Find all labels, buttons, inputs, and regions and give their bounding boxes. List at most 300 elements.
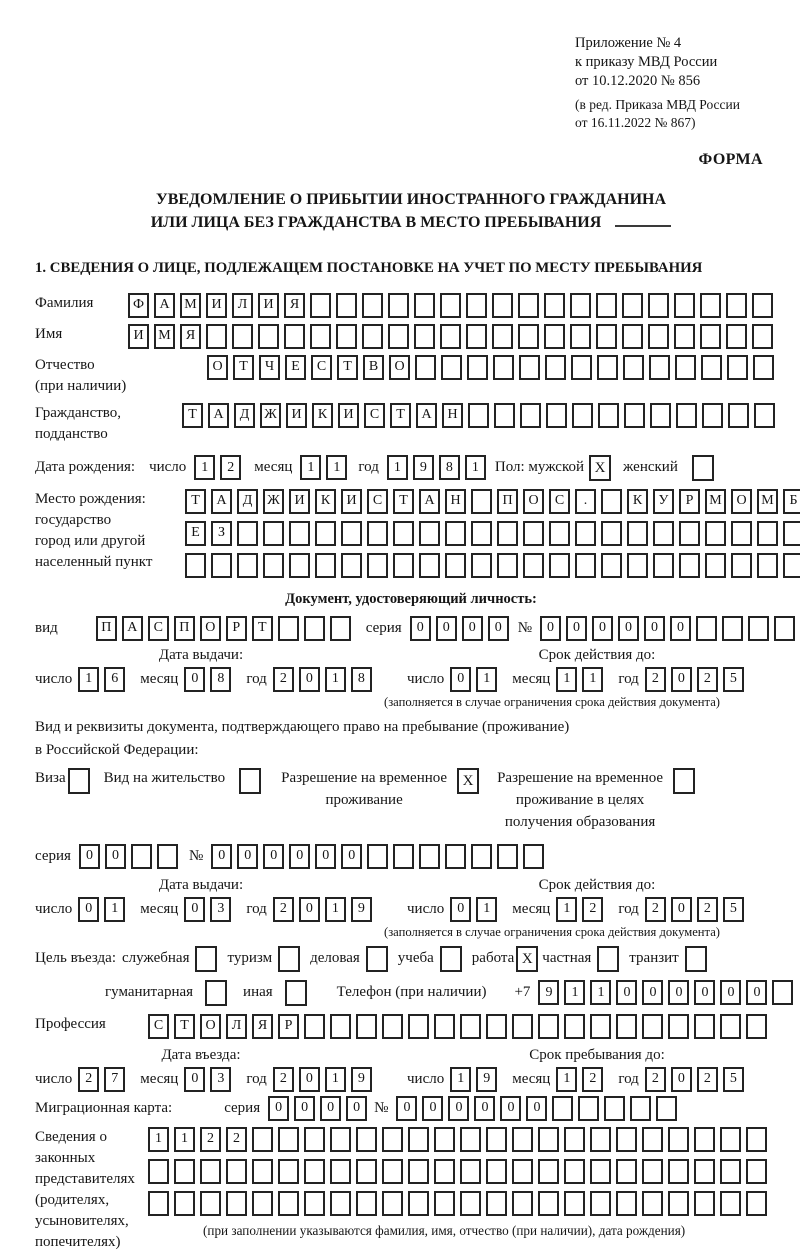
form-cell: А xyxy=(416,403,437,428)
form-cell xyxy=(642,1159,663,1184)
identity-series-cells xyxy=(410,616,514,641)
forma-label: ФОРМА xyxy=(698,151,763,169)
residence-dates-block xyxy=(35,877,787,940)
patronymic-label xyxy=(35,355,207,397)
form-cell xyxy=(616,1159,637,1184)
form-cell: Д xyxy=(237,489,258,514)
birth-day-cells xyxy=(194,455,246,480)
patronymic-label-line1: Отчество xyxy=(35,356,95,373)
visit-purpose-row xyxy=(35,946,787,972)
birth-date-row xyxy=(35,455,787,481)
form-cell xyxy=(564,1014,585,1039)
form-cell xyxy=(642,1191,663,1216)
form-cell xyxy=(494,403,515,428)
form-cell xyxy=(731,521,752,546)
form-cell: Л xyxy=(232,293,253,318)
form-cell: 7 xyxy=(104,1067,125,1092)
passport-expiry-year-cells xyxy=(645,667,749,692)
form-cell xyxy=(746,1127,767,1152)
form-cell: 0 xyxy=(410,616,431,641)
form-cell: 0 xyxy=(671,897,692,922)
form-cell: И xyxy=(258,293,279,318)
form-cell xyxy=(622,324,643,349)
visa-checkbox xyxy=(68,768,90,794)
form-cell: 1 xyxy=(450,1067,471,1092)
form-cell xyxy=(512,1159,533,1184)
form-cell: 2 xyxy=(273,1067,294,1092)
form-cell: К xyxy=(315,489,336,514)
form-cell xyxy=(304,1014,325,1039)
residence-expiry-note: (заполняется в случае ограничения срока действия документа) xyxy=(384,924,720,939)
form-cell xyxy=(705,553,726,578)
form-cell xyxy=(492,293,513,318)
form-cell xyxy=(382,1159,403,1184)
form-cell xyxy=(564,1159,585,1184)
form-cell xyxy=(604,1096,625,1121)
form-cell: Т xyxy=(233,355,254,380)
day-label: число xyxy=(35,900,73,917)
birth-place-row3-cells xyxy=(185,553,800,578)
form-cell: М xyxy=(180,293,201,318)
form-cell xyxy=(653,553,674,578)
phone-cells xyxy=(538,980,798,1005)
form-cell: А xyxy=(154,293,175,318)
form-cell: 2 xyxy=(200,1127,221,1152)
citizenship-row xyxy=(35,403,787,445)
form-cell: М xyxy=(757,489,778,514)
form-cell: О xyxy=(389,355,410,380)
month-label: месяц xyxy=(512,900,551,917)
form-cell xyxy=(226,1159,247,1184)
passport-issue-year-cells xyxy=(273,667,377,692)
form-cell xyxy=(330,616,351,641)
form-cell xyxy=(393,521,414,546)
purpose-transit-checkbox xyxy=(685,946,707,972)
form-cell: 0 xyxy=(315,844,336,869)
form-cell xyxy=(597,355,618,380)
form-cell: 2 xyxy=(273,897,294,922)
form-cell: Я xyxy=(284,293,305,318)
form-cell: 8 xyxy=(210,667,231,692)
representatives-label-line2: законных xyxy=(35,1149,96,1166)
form-cell: И xyxy=(341,489,362,514)
form-cell xyxy=(445,844,466,869)
form-cell xyxy=(278,1127,299,1152)
entry-month-cells xyxy=(184,1067,236,1092)
form-cell xyxy=(728,403,749,428)
form-cell xyxy=(701,355,722,380)
form-cell: 1 xyxy=(387,455,408,480)
form-cell: Т xyxy=(393,489,414,514)
migration-series-cells xyxy=(268,1096,372,1121)
form-cell: 1 xyxy=(174,1127,195,1152)
profession-cells xyxy=(148,1014,772,1039)
form-cell xyxy=(471,489,492,514)
form-cell xyxy=(694,1159,715,1184)
passport-expiry-month-cells xyxy=(556,667,608,692)
form-cell: 3 xyxy=(210,897,231,922)
form-cell: 1 xyxy=(326,455,347,480)
form-cell xyxy=(544,324,565,349)
form-cell: О xyxy=(207,355,228,380)
form-cell xyxy=(731,553,752,578)
form-cell xyxy=(486,1127,507,1152)
form-cell xyxy=(783,521,800,546)
form-cell xyxy=(570,293,591,318)
passport-expiry-day-cells xyxy=(450,667,502,692)
form-cell xyxy=(538,1159,559,1184)
form-cell xyxy=(727,355,748,380)
representatives-label-line6: попечителях) xyxy=(35,1233,121,1250)
residence-permit-checkbox xyxy=(239,768,261,794)
form-cell: 2 xyxy=(220,455,241,480)
birth-place-label-line4: населенный пункт xyxy=(35,553,153,570)
form-cell: 5 xyxy=(723,897,744,922)
section1-title: 1. СВЕДЕНИЯ О ЛИЦЕ, ПОДЛЕЖАЩЕМ ПОСТАНОВКЕ НА УЧЕТ ПО МЕСТУ ПРЕБЫВАНИЯ xyxy=(35,259,703,276)
residence-expiry-fields xyxy=(407,897,787,922)
migration-number-cells xyxy=(396,1096,682,1121)
form-cell: 1 xyxy=(325,1067,346,1092)
form-cell: . xyxy=(575,489,596,514)
entry-date-fields xyxy=(35,1067,407,1092)
form-cell xyxy=(720,1127,741,1152)
form-cell: 9 xyxy=(538,980,559,1005)
citizenship-label-line2: подданство xyxy=(35,425,108,442)
form-cell xyxy=(702,403,723,428)
form-cell: 0 xyxy=(644,616,665,641)
form-cell xyxy=(367,844,388,869)
form-cell xyxy=(497,553,518,578)
form-cell: 0 xyxy=(526,1096,547,1121)
identity-number-cells xyxy=(540,616,800,641)
residence-issue-year-cells xyxy=(273,897,377,922)
form-cell xyxy=(304,1159,325,1184)
form-cell xyxy=(252,1191,273,1216)
passport-issue-fields xyxy=(35,667,407,692)
form-cell xyxy=(408,1159,429,1184)
form-cell xyxy=(174,1159,195,1184)
form-cell xyxy=(382,1014,403,1039)
sex-female-label: женский xyxy=(623,459,678,476)
purpose-work-checkbox: X xyxy=(516,946,538,972)
form-cell xyxy=(642,1127,663,1152)
form-cell xyxy=(185,553,206,578)
form-cell xyxy=(382,1127,403,1152)
form-cell xyxy=(754,403,775,428)
form-cell xyxy=(720,1014,741,1039)
residence-number-cells xyxy=(211,844,549,869)
form-cell xyxy=(330,1127,351,1152)
form-cell xyxy=(434,1127,455,1152)
form-cell xyxy=(148,1191,169,1216)
female-checkbox xyxy=(692,455,714,481)
form-cell xyxy=(720,1159,741,1184)
form-cell: М xyxy=(705,489,726,514)
form-cell xyxy=(263,553,284,578)
temp-residence-label-line1: Разрешение на временное xyxy=(281,770,448,787)
form-cell xyxy=(466,324,487,349)
form-cell: П xyxy=(96,616,117,641)
form-cell xyxy=(623,355,644,380)
form-cell xyxy=(445,553,466,578)
form-cell: 0 xyxy=(694,980,715,1005)
form-cell xyxy=(460,1014,481,1039)
form-cell xyxy=(757,521,778,546)
form-cell xyxy=(211,553,232,578)
residence-expiry-caption: Срок действия до: xyxy=(538,876,656,893)
form-cell xyxy=(466,293,487,318)
identity-kind-cells xyxy=(96,616,356,641)
form-cell xyxy=(393,553,414,578)
form-cell xyxy=(748,616,769,641)
form-cell xyxy=(624,403,645,428)
purpose-humanitarian-checkbox xyxy=(205,980,227,1006)
edition-line-2: от 16.11.2022 № 867) xyxy=(575,114,696,130)
male-checkbox: X xyxy=(589,455,611,481)
surname-cells xyxy=(128,293,778,318)
form-cell xyxy=(131,844,152,869)
identity-number-label: № xyxy=(517,619,532,636)
form-cell xyxy=(679,553,700,578)
form-cell xyxy=(564,1191,585,1216)
purpose-business-checkbox xyxy=(195,946,217,972)
birth-place-row1-cells xyxy=(185,489,800,514)
form-cell: 0 xyxy=(448,1096,469,1121)
residence-doc-intro xyxy=(35,716,787,763)
form-cell: 0 xyxy=(268,1096,289,1121)
form-cell xyxy=(676,403,697,428)
residence-expiry-month-cells xyxy=(556,897,608,922)
month-label: месяц xyxy=(140,900,179,917)
form-cell xyxy=(630,1096,651,1121)
form-cell: 0 xyxy=(184,897,205,922)
form-cell xyxy=(289,553,310,578)
form-cell xyxy=(200,1159,221,1184)
form-cell xyxy=(460,1159,481,1184)
form-cell: Ф xyxy=(128,293,149,318)
year-label: год xyxy=(246,670,267,687)
identity-doc-row xyxy=(35,616,787,641)
purpose-study-label: учеба xyxy=(397,950,434,967)
form-cell xyxy=(460,1127,481,1152)
form-cell xyxy=(414,324,435,349)
form-cell: 2 xyxy=(582,897,603,922)
entry-date-caption: Дата въезда: xyxy=(161,1046,241,1063)
form-cell: 0 xyxy=(616,980,637,1005)
form-cell xyxy=(653,521,674,546)
form-cell: 0 xyxy=(263,844,284,869)
form-cell: И xyxy=(206,293,227,318)
form-cell: И xyxy=(289,489,310,514)
form-cell: Т xyxy=(185,489,206,514)
form-cell xyxy=(440,324,461,349)
representatives-row1-cells xyxy=(148,1127,772,1152)
month-label: месяц xyxy=(254,459,293,476)
form-cell xyxy=(289,521,310,546)
purpose-commercial-checkbox xyxy=(366,946,388,972)
form-cell xyxy=(549,553,570,578)
form-cell xyxy=(512,1014,533,1039)
purpose-phone-row xyxy=(35,980,787,1006)
form-cell xyxy=(362,293,383,318)
migration-series-label: серия xyxy=(224,1099,261,1116)
form-cell xyxy=(601,489,622,514)
form-cell xyxy=(174,1191,195,1216)
month-label: месяц xyxy=(512,1070,551,1087)
form-cell: Б xyxy=(783,489,800,514)
form-cell: 1 xyxy=(564,980,585,1005)
temp-residence-education-label xyxy=(497,768,663,833)
form-cell: М xyxy=(154,324,175,349)
form-cell xyxy=(596,293,617,318)
residence-permit-label: Вид на жительство xyxy=(103,770,226,787)
form-cell: А xyxy=(122,616,143,641)
form-cell xyxy=(552,1096,573,1121)
birth-place-block xyxy=(35,489,798,585)
form-cell xyxy=(460,1191,481,1216)
form-cell xyxy=(467,355,488,380)
form-cell xyxy=(746,1014,767,1039)
migration-card-label: Миграционная карта: xyxy=(35,1099,173,1116)
form-cell xyxy=(486,1014,507,1039)
day-label: число xyxy=(407,1070,445,1087)
form-cell: К xyxy=(312,403,333,428)
representatives-row3-cells xyxy=(148,1191,772,1216)
form-cell: 1 xyxy=(590,980,611,1005)
form-cell: 6 xyxy=(104,667,125,692)
visit-purpose-label: Цель въезда: xyxy=(35,950,116,967)
form-cell: 1 xyxy=(582,667,603,692)
form-cell xyxy=(341,521,362,546)
form-cell xyxy=(232,324,253,349)
representatives-label xyxy=(35,1127,148,1253)
option-residence-permit xyxy=(104,768,261,794)
form-cell: 1 xyxy=(325,897,346,922)
form-cell xyxy=(546,403,567,428)
form-cell xyxy=(393,844,414,869)
entry-year-cells xyxy=(273,1067,377,1092)
form-cell xyxy=(694,1014,715,1039)
form-cell: 1 xyxy=(148,1127,169,1152)
form-cell: 0 xyxy=(720,980,741,1005)
form-cell: А xyxy=(419,489,440,514)
birth-place-cells-block xyxy=(185,489,800,585)
form-cell xyxy=(694,1127,715,1152)
form-cell: 0 xyxy=(450,897,471,922)
passport-expiry-caption: Срок действия до: xyxy=(538,646,656,663)
form-cell xyxy=(590,1159,611,1184)
form-cell xyxy=(304,616,325,641)
form-cell: Ж xyxy=(260,403,281,428)
birth-date-label: Дата рождения: xyxy=(35,459,136,476)
form-cell xyxy=(674,324,695,349)
form-cell: С xyxy=(549,489,570,514)
temp-residence-checkbox: X xyxy=(457,768,479,794)
form-cell: 0 xyxy=(642,980,663,1005)
form-cell: 9 xyxy=(351,1067,372,1092)
form-cell: А xyxy=(211,489,232,514)
form-cell xyxy=(705,521,726,546)
form-cell: 2 xyxy=(697,667,718,692)
form-cell: 2 xyxy=(78,1067,99,1092)
form-cell xyxy=(419,844,440,869)
form-cell: 0 xyxy=(668,980,689,1005)
form-cell: В xyxy=(363,355,384,380)
form-cell: 0 xyxy=(450,667,471,692)
form-cell xyxy=(440,293,461,318)
form-cell xyxy=(622,293,643,318)
form-cell xyxy=(252,1159,273,1184)
form-cell xyxy=(226,1191,247,1216)
form-cell: 2 xyxy=(697,897,718,922)
form-cell xyxy=(471,521,492,546)
representatives-note: (при заполнении указываются фамилия, имя, отчество (при наличии), дата рождения) xyxy=(203,1222,686,1238)
form-cell xyxy=(656,1096,677,1121)
birth-place-label-line3: город или другой xyxy=(35,532,146,549)
edition-line-1: (в ред. Приказа МВД России xyxy=(575,97,740,113)
form-cell: П xyxy=(497,489,518,514)
form-cell: 0 xyxy=(78,897,99,922)
form-cell: 2 xyxy=(645,897,666,922)
form-cell xyxy=(304,1191,325,1216)
residence-doc-intro-line1: Вид и реквизиты документа, подтверждающего право на пребывание (проживание) xyxy=(35,718,570,735)
form-cell xyxy=(523,844,544,869)
form-cell: 3 xyxy=(210,1067,231,1092)
form-cell xyxy=(544,293,565,318)
month-label: месяц xyxy=(140,670,179,687)
form-cell: Я xyxy=(180,324,201,349)
form-cell: С xyxy=(148,1014,169,1039)
temp-residence-education-label-line3: получения образования xyxy=(504,813,656,830)
form-cell xyxy=(336,324,357,349)
form-cell: 0 xyxy=(592,616,613,641)
form-cell xyxy=(330,1191,351,1216)
form-cell: 0 xyxy=(540,616,561,641)
appendix-line-3: от 10.12.2020 № 856 xyxy=(575,73,701,90)
edition-block xyxy=(575,96,800,131)
sex-male-label: Пол: мужской xyxy=(494,459,585,476)
form-cell: 2 xyxy=(645,1067,666,1092)
entry-date-col xyxy=(35,1047,407,1092)
purpose-transit-label: транзит xyxy=(629,950,679,967)
form-cell: У xyxy=(653,489,674,514)
temp-residence-education-label-line1: Разрешение на временное xyxy=(497,770,664,787)
form-cell: Т xyxy=(182,403,203,428)
form-cell: 0 xyxy=(474,1096,495,1121)
birth-year-cells xyxy=(387,455,491,480)
form-cell xyxy=(408,1191,429,1216)
year-label: год xyxy=(618,1070,639,1087)
appendix-line-1: Приложение № 4 xyxy=(575,35,682,51)
temp-residence-label xyxy=(281,768,447,812)
form-cell xyxy=(575,521,596,546)
form-cell xyxy=(434,1014,455,1039)
option-temp-residence-education xyxy=(497,768,695,833)
form-cell xyxy=(382,1191,403,1216)
purpose-study-checkbox xyxy=(440,946,462,972)
form-cell: 0 xyxy=(566,616,587,641)
form-cell xyxy=(590,1191,611,1216)
form-cell xyxy=(434,1191,455,1216)
temp-residence-education-label-line2: проживание в целях xyxy=(515,792,645,809)
identity-series-label: серия xyxy=(365,619,402,636)
form-cell: 0 xyxy=(500,1096,521,1121)
form-cell: 2 xyxy=(582,1067,603,1092)
form-cell: 1 xyxy=(556,1067,577,1092)
form-cell xyxy=(572,403,593,428)
form-cell xyxy=(674,293,695,318)
form-cell xyxy=(414,293,435,318)
